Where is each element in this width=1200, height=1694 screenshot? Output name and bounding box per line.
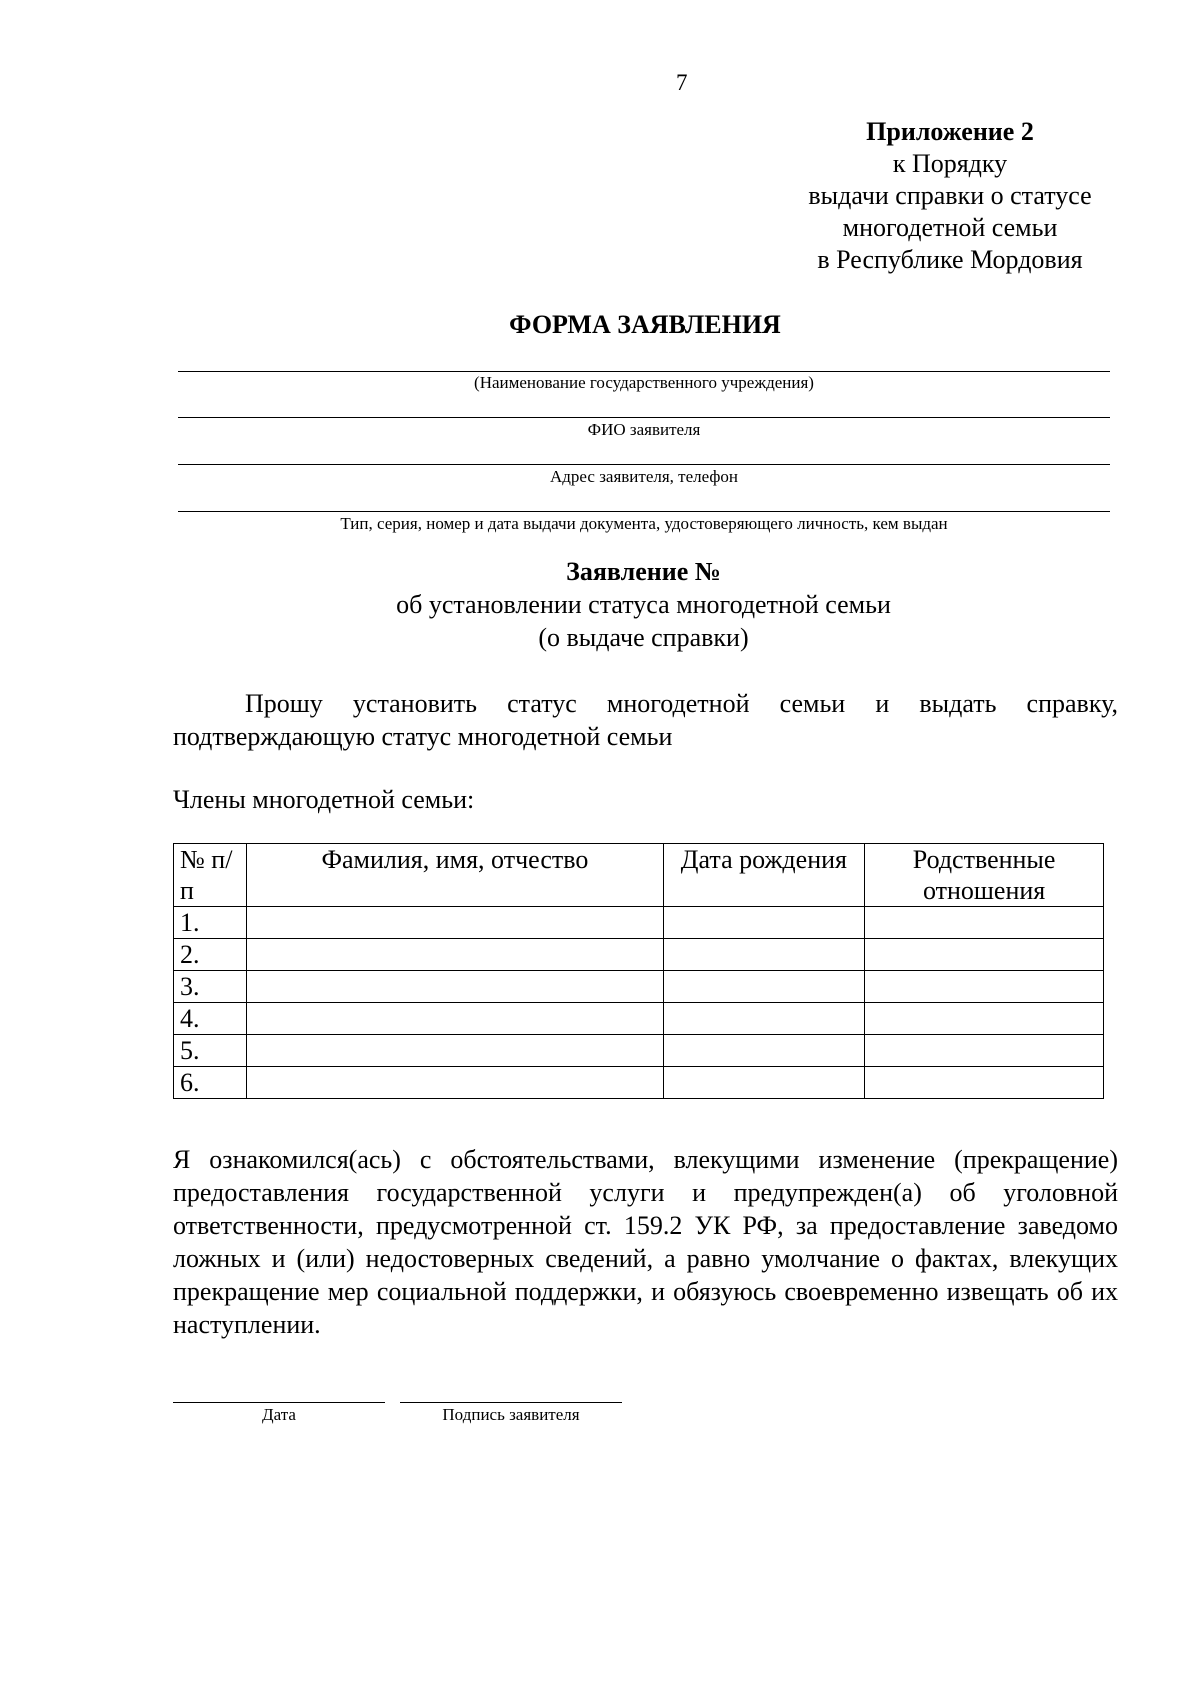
birth-date-cell[interactable]	[663, 907, 865, 939]
relationship-cell[interactable]	[865, 939, 1104, 971]
relationship-cell[interactable]	[865, 1067, 1104, 1099]
full-name-cell[interactable]	[247, 1003, 663, 1035]
birth-date-cell[interactable]	[663, 971, 865, 1003]
signature-caption: Подпись заявителя	[442, 1405, 580, 1424]
row-number: 5.	[174, 1035, 247, 1067]
institution-caption: (Наименование государственного учреждения)	[474, 373, 814, 392]
annex-line: выдачи справки о статусе	[808, 181, 1092, 210]
full-name-cell[interactable]	[247, 939, 663, 971]
date-line[interactable]	[173, 1402, 385, 1403]
relationship-cell[interactable]	[865, 907, 1104, 939]
statement-number: Заявление №	[566, 557, 721, 586]
statement-note: (о выдаче справки)	[538, 623, 749, 652]
header-full-name: Фамилия, имя, отчество	[247, 844, 663, 907]
applicant-address-line[interactable]	[178, 464, 1110, 465]
institution-line[interactable]	[178, 371, 1110, 372]
annex-block	[700, 116, 1200, 276]
row-number: 3.	[174, 971, 247, 1003]
relationship-cell[interactable]	[865, 971, 1104, 1003]
row-number: 1.	[174, 907, 247, 939]
statement-title	[0, 555, 1200, 654]
row-number: 2.	[174, 939, 247, 971]
identity-document-line[interactable]	[178, 511, 1110, 512]
header-relationship: Родственные отношения	[865, 844, 1104, 907]
family-members-table	[173, 843, 1104, 1099]
header-number: № п/п	[174, 844, 247, 907]
full-name-cell[interactable]	[247, 1067, 663, 1099]
relationship-cell[interactable]	[865, 1003, 1104, 1035]
table-row	[174, 907, 1104, 939]
annex-line: в Республике Мордовия	[817, 245, 1083, 274]
applicant-name-caption: ФИО заявителя	[587, 420, 701, 439]
row-number: 4.	[174, 1003, 247, 1035]
annex-title: Приложение 2	[866, 117, 1034, 146]
form-title: ФОРМА ЗАЯВЛЕНИЯ	[509, 310, 781, 339]
full-name-cell[interactable]	[247, 907, 663, 939]
table-row	[174, 971, 1104, 1003]
relationship-cell[interactable]	[865, 1035, 1104, 1067]
table-header-row	[174, 844, 1104, 907]
annex-line: многодетной семьи	[842, 213, 1058, 242]
table-row	[174, 1035, 1104, 1067]
annex-line: к Порядку	[892, 149, 1008, 178]
members-label: Члены многодетной семьи:	[173, 785, 475, 814]
birth-date-cell[interactable]	[663, 939, 865, 971]
signature-line[interactable]	[400, 1402, 622, 1403]
full-name-cell[interactable]	[247, 1035, 663, 1067]
full-name-cell[interactable]	[247, 971, 663, 1003]
date-caption: Дата	[262, 1405, 296, 1424]
birth-date-cell[interactable]	[663, 1035, 865, 1067]
birth-date-cell[interactable]	[663, 1003, 865, 1035]
applicant-name-line[interactable]	[178, 417, 1110, 418]
statement-subject: об установлении статуса многодетной семьи	[396, 590, 891, 619]
table-row	[174, 1067, 1104, 1099]
row-number: 6.	[174, 1067, 247, 1099]
header-birth-date: Дата рождения	[663, 844, 865, 907]
identity-document-caption: Тип, серия, номер и дата выдачи документа, удостоверяющего личность, кем выдан	[340, 514, 948, 533]
table-row	[174, 1003, 1104, 1035]
table-row	[174, 939, 1104, 971]
birth-date-cell[interactable]	[663, 1067, 865, 1099]
request-text: Прошу установить статус многодетной семьи и выдать справку, подтверждающую статус многодетной семьи	[173, 689, 1118, 751]
applicant-address-caption: Адрес заявителя, телефон	[550, 467, 738, 486]
acknowledgement-text: Я ознакомился(ась) с обстоятельствами, влекущими изменение (прекращение) предоставления государственной услуги и предупрежден(а) об уголовной ответственности, предусмотренной ст. 159.2 УК РФ, за предоставление заведомо ложных и (или) недостоверных сведений, а равно умолчание о фактах, влекущих прекращение мер социальной поддержки, и обязуюсь своевременно извещать об их наступлении.	[173, 1145, 1118, 1339]
